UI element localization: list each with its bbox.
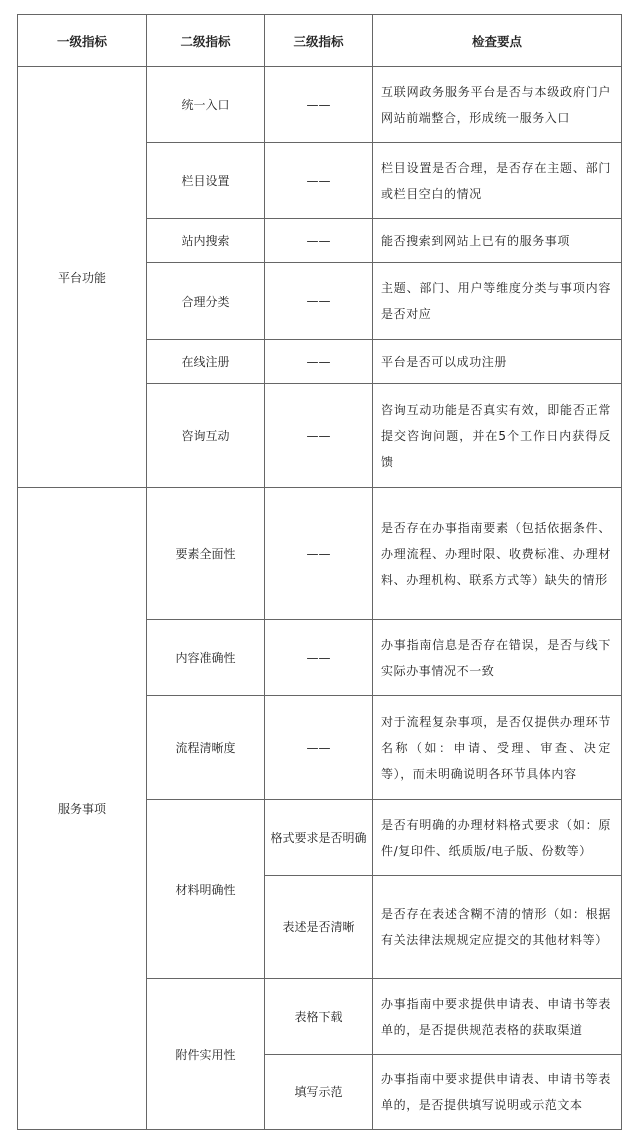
level3-cell: 格式要求是否明确 [265,800,373,876]
level2-cell: 咨询互动 [147,384,265,488]
level3-cell: 填写示范 [265,1055,373,1130]
check-cell: 平台是否可以成功注册 [373,340,622,384]
check-cell: 是否存在办事指南要素（包括依据条件、办理流程、办理时限、收费标准、办理材料、办理机构、联系方式等）缺失的情形 [373,488,622,620]
header-row [18,15,622,67]
level3-cell: —— [265,384,373,488]
level2-cell: 材料明确性 [147,800,265,979]
level2-cell: 流程清晰度 [147,696,265,800]
level2-cell: 栏目设置 [147,143,265,219]
check-cell: 办事指南信息是否存在错误，是否与线下实际办事情况不一致 [373,620,622,696]
level2-cell: 合理分类 [147,263,265,340]
check-cell: 是否有明确的办理材料格式要求（如：原件/复印件、纸质版/电子版、份数等） [373,800,622,876]
check-cell: 办事指南中要求提供申请表、申请书等表单的，是否提供规范表格的获取渠道 [373,979,622,1055]
level2-cell: 统一入口 [147,67,265,143]
check-cell: 对于流程复杂事项，是否仅提供办理环节名称（如：申请、受理、审查、决定等），而未明确说明各环节具体内容 [373,696,622,800]
level3-cell: —— [265,67,373,143]
level2-cell: 站内搜索 [147,219,265,263]
level3-cell: —— [265,219,373,263]
check-cell: 主题、部门、用户等维度分类与事项内容是否对应 [373,263,622,340]
check-cell: 栏目设置是否合理，是否存在主题、部门或栏目空白的情况 [373,143,622,219]
header-level3: 三级指标 [265,15,373,67]
check-cell: 咨询互动功能是否真实有效，即能否正常提交咨询问题，并在5个工作日内获得反馈 [373,384,622,488]
header-checkpoints: 检查要点 [373,15,622,67]
header-level1: 一级指标 [18,15,147,67]
level2-cell: 在线注册 [147,340,265,384]
check-cell: 互联网政务服务平台是否与本级政府门户网站前端整合，形成统一服务入口 [373,67,622,143]
table-row [18,488,622,620]
level3-cell: —— [265,696,373,800]
level2-cell: 要素全面性 [147,488,265,620]
level2-cell: 附件实用性 [147,979,265,1130]
check-cell: 办事指南中要求提供申请表、申请书等表单的，是否提供填写说明或示范文本 [373,1055,622,1130]
level3-cell: —— [265,620,373,696]
check-cell: 能否搜索到网站上已有的服务事项 [373,219,622,263]
level3-cell: —— [265,340,373,384]
level3-cell: —— [265,263,373,340]
level2-cell: 内容准确性 [147,620,265,696]
indicator-table [17,14,622,1130]
level3-cell: 表述是否清晰 [265,876,373,979]
level3-cell: —— [265,143,373,219]
group-service-items: 服务事项 [18,488,147,1130]
level3-cell: 表格下载 [265,979,373,1055]
group-platform-function: 平台功能 [18,67,147,488]
header-level2: 二级指标 [147,15,265,67]
level3-cell: —— [265,488,373,620]
check-cell: 是否存在表述含糊不清的情形（如：根据有关法律法规规定应提交的其他材料等） [373,876,622,979]
table-row [18,67,622,143]
